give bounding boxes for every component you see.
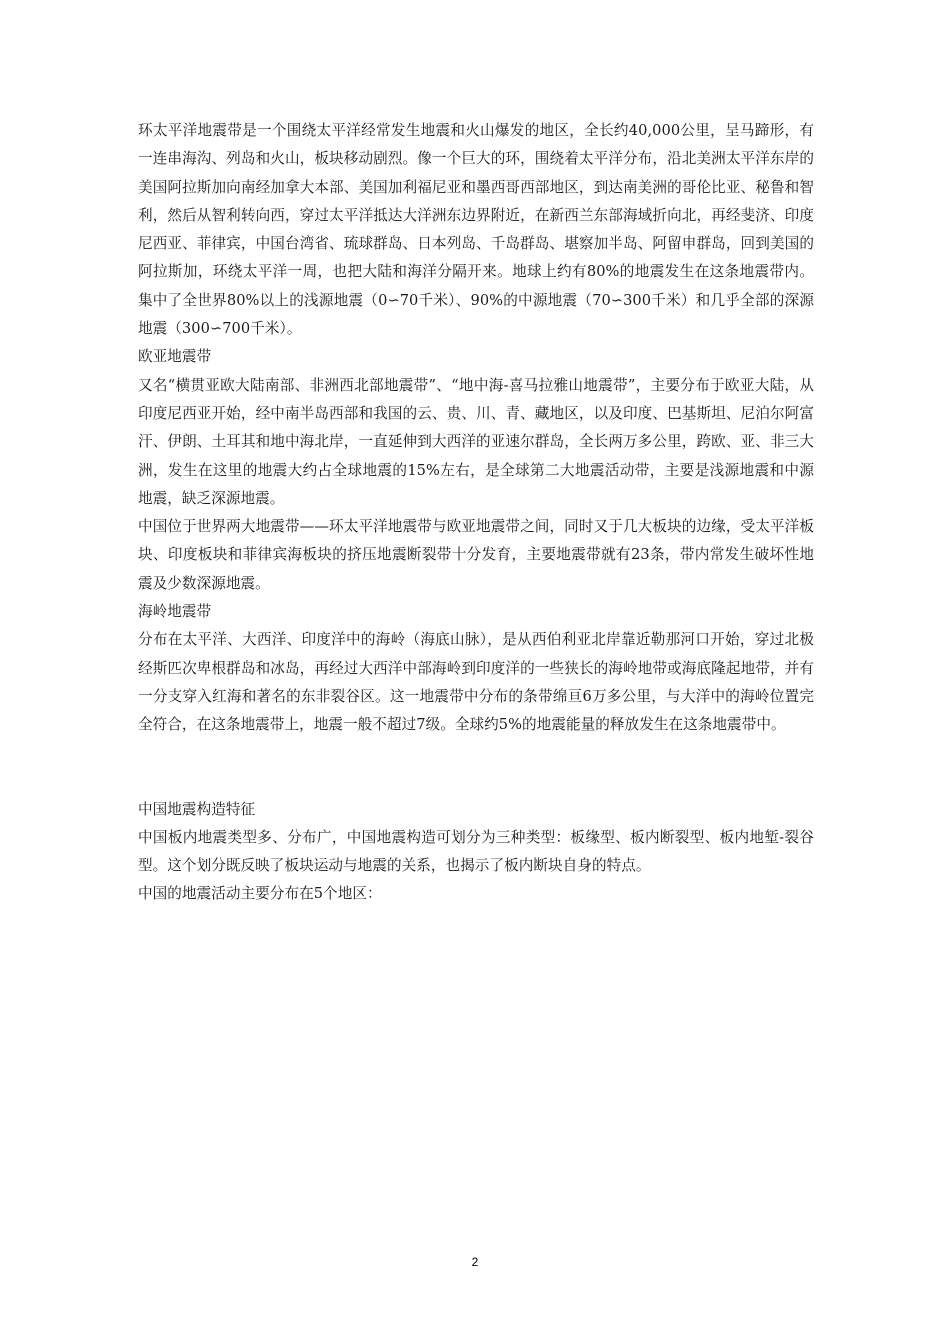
document-body (138, 117, 814, 909)
heading-ridge-belt: 海岭地震带 (138, 603, 212, 621)
section-gap (138, 740, 814, 796)
paragraph-eurasian-belt: 又名“横贯亚欧大陆南部、非洲西北部地震带”、“地中海-喜马拉雅山地震带”，主要分布于欧亚大陆，从印度尼西亚开始，经中南半岛西部和我国的云、贵、川、青、藏地区，以及印度、巴基斯坦、尼泊尔阿富汗、伊朗、土耳其和地中海北岸，一直延伸到大西洋的亚速尔群岛，全长两万多公里，跨欧、亚、非三大洲，发生在这里的地震大约占全球地震的15%左右，是全球第二大地震活动带，主要是浅源地震和中源地震，缺乏深源地震。 (138, 376, 814, 507)
paragraph-china-location: 中国位于世界两大地震带——环太平洋地震带与欧亚地震带之间，同时又于几大板块的边缘，受太平洋板块、印度板块和菲律宾海板块的挤压地震断裂带十分发育，主要地震带就有23条，带内常发生破坏性地震及少数深源地震。 (138, 518, 814, 592)
paragraph-china-regions: 中国的地震活动主要分布在5个地区： (138, 885, 382, 903)
heading-china-structure: 中国地震构造特征 (138, 800, 256, 818)
paragraph-china-structure: 中国板内地震类型多、分布广，中国地震构造可划分为三种类型：板缘型、板内断裂型、板内地堑-裂谷型。这个划分既反映了板块运动与地震的关系，也揭示了板内断块自身的特点。 (138, 828, 814, 875)
paragraph-pacific-belt: 环太平洋地震带是一个围绕太平洋经常发生地震和火山爆发的地区，全长约40,000公里，呈马蹄形，有一连串海沟、列岛和火山，板块移动剧烈。像一个巨大的环，围绕着太平洋分布，沿北美洲太平洋东岸的美国阿拉斯加向南经加拿大本部、美国加利福尼亚和墨西哥西部地区，到达南美洲的哥伦比亚、秘鲁和智利，然后从智利转向西，穿过太平洋抵达大洋洲东边界附近，在新西兰东部海域折向北，再经斐济、印度尼西亚、菲律宾，中国台湾省、琉球群岛、日本列岛、千岛群岛、堪察加半岛、阿留申群岛，回到美国的阿拉斯加，环绕太平洋一周，也把大陆和海洋分隔开来。地球上约有80%的地震发生在这条地震带内。集中了全世界80%以上的浅源地震（0∽70千米）、90%的中源地震（70∽300千米）和几乎全部的深源地震（300∽700千米）。 (138, 122, 814, 338)
page-number: 2 (471, 1255, 479, 1269)
paragraph-ridge-belt: 分布在太平洋、大西洋、印度洋中的海岭（海底山脉），是从西伯利亚北岸靠近勒那河口开始，穿过北极经斯匹次卑根群岛和冰岛，再经过大西洋中部海岭到印度洋的一些狭长的海岭地带或海底隆起地带，并有一分支穿入红海和著名的东非裂谷区。这一地震带中分布的条带绵亘6万多公里，与大洋中的海岭位置完全符合，在这条地震带上，地震一般不超过7级。全球约5%的地震能量的释放发生在这条地震带中。 (138, 631, 814, 734)
heading-eurasian-belt: 欧亚地震带 (138, 348, 212, 366)
